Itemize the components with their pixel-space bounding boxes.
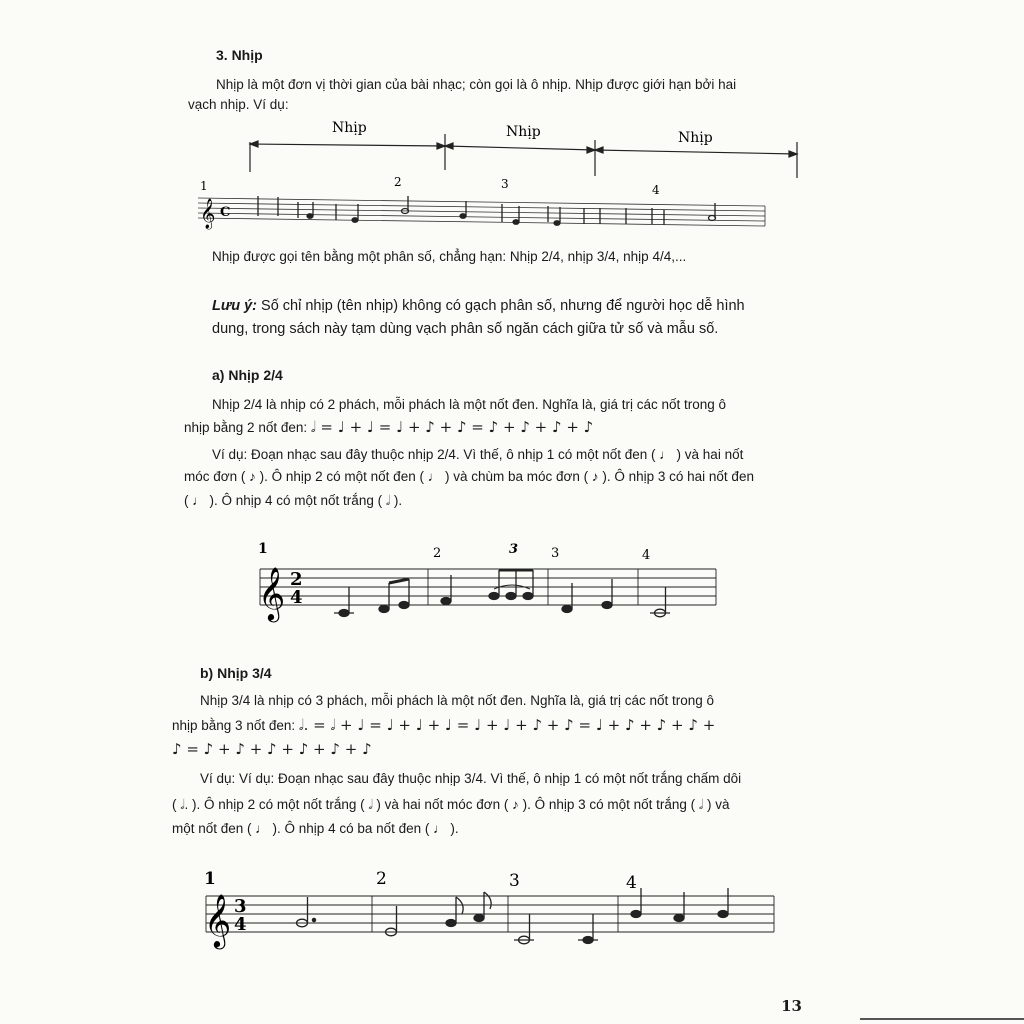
part-b-line-2-text: nhịp bằng 3 nốt đen: xyxy=(172,718,296,733)
staff-a-measure-1: 1 xyxy=(258,541,268,557)
bottom-rule xyxy=(860,1018,1024,1020)
staff-3-4 xyxy=(196,862,796,952)
part-a-line-3: Ví dụ: Đoạn nhạc sau đây thuộc nhịp 2/4. Vì thế, ô nhịp 1 có một nốt đen ( ♩ ) và hai nốt xyxy=(212,447,744,462)
measure-number-3: 3 xyxy=(501,177,509,191)
treble-clef-icon: 𝄞 xyxy=(204,893,232,947)
part-b-line-4: Ví dụ: Ví dụ: Đoạn nhạc sau đây thuộc nhịp 3/4. Vì thế, ô nhịp 1 có một nốt trắng chấm dôi xyxy=(200,771,742,786)
part-a-line-4: móc đơn ( ♪ ). Ô nhịp 2 có một nốt đen ( ♩ ) và chùm ba móc đơn ( ♪ ). Ô nhịp 3 có hai nốt đen xyxy=(184,469,754,484)
common-time-icon: C xyxy=(220,205,231,220)
part-b-title: b) Nhịp 3/4 xyxy=(200,665,272,681)
part-b-line-5: ( 𝅗𝅥. ). Ô nhịp 2 có một nốt trắng ( 𝅗𝅥 ) và hai nốt móc đơn ( ♪ ). Ô nhịp 3 có một nốt trắng ( 𝅗𝅥 ) và xyxy=(172,797,730,812)
staff-b-measure-3: 3 xyxy=(509,871,520,891)
time-sig-top: 3 xyxy=(234,896,247,917)
staff-2-4 xyxy=(250,535,730,625)
staff-b-measure-1: 1 xyxy=(204,869,216,889)
staff-a-measure-3: 3 xyxy=(551,546,560,561)
part-b-line-2 xyxy=(172,716,715,735)
time-sig-bottom: 4 xyxy=(290,587,303,608)
part-a-note-equation: 𝅗𝅥 = ♩ + ♩ = ♩ + ♪ + ♪ = ♪ + ♪ + ♪ + ♪ xyxy=(310,418,594,436)
time-sig-bottom: 4 xyxy=(234,914,247,935)
treble-clef-icon: 𝄞 xyxy=(258,566,286,620)
staff-a-measure-4: 4 xyxy=(642,548,651,563)
note-paragraph-line-2: dung, trong sách này tạm dùng vạch phân số ngăn cách giữa tử số và mẫu số. xyxy=(212,321,719,337)
naming-line: Nhịp được gọi tên bằng một phân số, chẳng hạn: Nhịp 2/4, nhịp 3/4, nhịp 4/4,... xyxy=(212,249,687,264)
staff-a-measure-2: 2 xyxy=(433,546,442,561)
staff-1 xyxy=(198,198,765,226)
bracket-label-3: Nhịp xyxy=(678,130,713,146)
part-b-line-6: một nốt đen ( ♩ ). Ô nhịp 4 có ba nốt đen ( ♩ ). xyxy=(172,821,459,836)
measure-number-4: 4 xyxy=(652,183,660,197)
staff-a-notes xyxy=(334,570,670,617)
triplet-number: 3 xyxy=(509,542,519,557)
intro-line-2: vạch nhịp. Ví dụ: xyxy=(188,97,289,112)
measure-number-2: 2 xyxy=(394,175,402,189)
staff-1-notes xyxy=(258,196,716,225)
note-paragraph-line-1 xyxy=(212,297,745,315)
part-a-line-5: ( ♩ ). Ô nhịp 4 có một nốt trắng ( 𝅗𝅥 ). xyxy=(184,493,403,508)
part-a-line-2-text: nhịp bằng 2 nốt đen: xyxy=(184,420,308,435)
part-a-line-1: Nhịp 2/4 là nhịp có 2 phách, mỗi phách là một nốt đen. Nghĩa là, giá trị các nốt trong ô xyxy=(212,397,727,412)
part-b-line-1: Nhịp 3/4 là nhịp có 3 phách, mỗi phách là một nốt đen. Nghĩa là, giá trị các nốt trong ô xyxy=(200,693,715,708)
measure-number-1: 1 xyxy=(200,179,208,193)
bracket-label-1: Nhịp xyxy=(332,120,367,136)
part-b-note-equation-1: 𝅗𝅥. = 𝅗𝅥 + ♩ = ♩ + ♩ + ♩ = ♩ + ♩ + ♪ + ♪ = ♩ + ♪ + ♪ + ♪ + xyxy=(298,716,716,734)
time-sig-top: 2 xyxy=(290,569,303,590)
note-text-1: Số chỉ nhịp (tên nhịp) không có gạch phân số, nhưng để người học dễ hình xyxy=(257,298,745,314)
part-a-title: a) Nhịp 2/4 xyxy=(212,367,283,383)
section-title: 3. Nhịp xyxy=(216,47,263,63)
part-a-line-2 xyxy=(184,418,593,437)
treble-clef-icon: 𝄞 xyxy=(200,199,216,229)
staff-b-measure-4: 4 xyxy=(626,873,637,893)
bracket-label-2: Nhịp xyxy=(506,124,541,140)
staff-b-measure-2: 2 xyxy=(376,869,387,889)
page-number: 13 xyxy=(781,997,802,1015)
note-label: Lưu ý: xyxy=(212,298,257,314)
part-b-note-equation-2: ♪ = ♪ + ♪ + ♪ + ♪ + ♪ + ♪ xyxy=(172,740,372,758)
intro-line-1: Nhịp là một đơn vị thời gian của bài nhạc; còn gọi là ô nhịp. Nhịp được giới hạn bởi hai xyxy=(216,77,737,92)
measure-diagram xyxy=(180,112,820,232)
